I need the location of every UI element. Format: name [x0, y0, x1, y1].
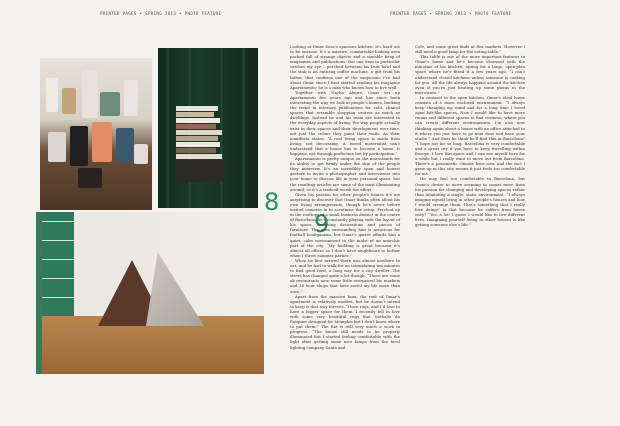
- book-shape: [176, 106, 218, 111]
- candle-shape: [48, 132, 66, 162]
- paragraph: He may feel too comfortable in Barcelona, but Omar’s desire to move seeming to comes more from his passion for changing and developing spaces rather than inhabiting a single, static environment. “I always imagine myself living in other people’s houses and how I would arrange them. That’s something that I really love doing!” Is that because he suffers from house envy? “Yes, a lot! I guess I would like to live different lives. Imagining yourself living in other houses is like getting someone else’s life.”: [415, 176, 525, 228]
- candle-shape: [46, 78, 58, 112]
- paragraph: When he first arrived there was almost nowhere to eat, and he had to walk for an intimidating ten minutes to find good food, a long way for a city dweller. The street has changed quite a lot though. “There are some ok restaurants now, some little overpriced bio markets and 24 hour shops that have saved my life more than once.”: [290, 257, 400, 294]
- paragraph: Apart from the massive hum, the rest of Omar’s apartment is relatively modest, but he doesn’t intend to keep it that way forever. “I love rugs, and I’d love to have a bigger space for them. I recently fell in love with some very beautiful rugs that Nathalie du Pasquier designed for Memphis but I don’t know where to put them!” The flat is still very much a work in progress. “The house still needs to be properly illuminated but I started feeling comfortable with the light after getting some nice lamps from the local lighting company Santa and: [290, 293, 400, 350]
- paragraph: Together with Nacho Alegre, Omar set up Apartamento five years ago and has since been interesting the way we look at people’s homes, bucking the trend in interiors publications for cold, clinical spaces that resemble shopping centres as much as dwellings. Instead he and his team are interested in the everyday aspects of living, the way people actually exist in their spaces and their development over time, not just the colour they paint their walls. As their manifesto states: “A real living space is made from living, not decorating. A bored materialist can’t understand that a house has to become a home. It happens, not through perfection but by participation.”: [290, 89, 400, 156]
- paragraph: Given his passion for other people’s homes it’s not surprising to discover that Omar thinks often about his own living arrangements, though he’s never before invited cameras in to scrutinise the setup. Perched up in the rooftops of a small business district in the centre of Barcelona, he’s constantly playing with the layout of his space, amassing decorations and pieces of furniture. The area surrounding him is notorious for football hooliganism, but Omar’s garret affords him a quiet, calm environment in the midst of an anarchic part of the city. “My building is great because it’s almost all offices so I don’t have neighbours to bother when I throw summer parties.”: [290, 191, 400, 258]
- book-shape: [176, 130, 222, 135]
- photo-floor-objects: [36, 212, 264, 374]
- book-shape: [176, 154, 222, 159]
- candle-shape: [100, 92, 120, 116]
- page-number-right: 9: [314, 210, 330, 238]
- paragraph: In contrast to the open kitchen, Omar’s ideal home consists of a more enclosed environment. “I always keep changing my mind and for a long time I loved open loft-like spaces. Now I would like to have more rooms and different spaces to find cosiness, where you can create different environments. I’m also now thinking again about a house with an office attached to it where you just have to go next door and have your studio.” And does he think he’ll find this in Barcelona? “I hope not for so long. Barcelona is very comfortable and a great city if you have to keep travelling within Europe. I love this space and I can see myself here for a while but I really want to move out from Barcelona. There’s a pessimistic climate here now, and the fact I grew up in this city means it just feels too comfortable for me.”: [415, 94, 525, 177]
- paragraph: Apartamento is pretty unique on the newsstands for its ability to get firmly under the skin of the people they interview. It’s an incredibly open and honest gesture to invite a photographer and interviewer into your home to discuss life in your personal space, but the resulting articles are some of the most illuminating around, so it’s a tradeoff worth the effort.: [290, 156, 400, 192]
- book-shape: [176, 112, 214, 117]
- candle-shape: [70, 126, 88, 166]
- candle-shape: [62, 88, 76, 114]
- candle-shape: [124, 80, 138, 116]
- book-shape: [176, 148, 216, 153]
- book-shape: [176, 118, 220, 123]
- book-shape: [176, 136, 218, 141]
- running-header-right: PRINTED PAGES • SPRING 2013 • PHOTO FEATURE: [390, 11, 512, 16]
- stool-shape: [176, 160, 224, 182]
- paragraph: This table is one of the more important features in Omar’s home and he’s become obsessed with the minutiae of his kitchen, opting for a large, open-plan space where he’s fitted it a few years ago. “I can’t understand closed kitchens unless someone is cooking for you. All the life always happens around the kitchen even if you’re just heating up some pizzas in the microwave.”: [415, 54, 525, 95]
- candle-shape: [134, 144, 148, 164]
- photo-books: [158, 48, 258, 208]
- candle-shape: [78, 168, 102, 188]
- page-number-left: 8: [264, 188, 280, 216]
- book-shape: [176, 142, 220, 147]
- text-column-2: [415, 44, 525, 227]
- paragraph: Cole, and some great finds at flea markets. However I still need a good lamp for the eating table.”: [415, 44, 525, 55]
- running-header-left: PRINTED PAGES • SPRING 2013 • PHOTO FEATURE: [100, 11, 222, 16]
- paragraph: Looking at Omar Sosa’s spacious kitchen, it’s hard not to be envious. It’s a massive, comfortable-looking area packed full of strange objects and a sizeable heap of magazines and publications. But one item in particular catches my eye – perched between his fruit bowl and the sink is an enticing coffee machine, a gift from his father, that confirms one of the suspicions I’ve had about Omar since I first started reading his magazine Apartamento; he is a man who knows how to live well.: [290, 44, 400, 90]
- curtain-fold: [220, 48, 223, 208]
- candle-shape: [116, 128, 134, 162]
- curtain-fold: [166, 48, 169, 208]
- book-shape: [176, 124, 216, 129]
- candle-shape: [82, 70, 98, 118]
- curtain-fold: [242, 48, 245, 208]
- green-tiles: [42, 212, 74, 316]
- candle-shape: [92, 122, 112, 162]
- photo-candles: [40, 58, 152, 210]
- text-column-1: [290, 44, 400, 350]
